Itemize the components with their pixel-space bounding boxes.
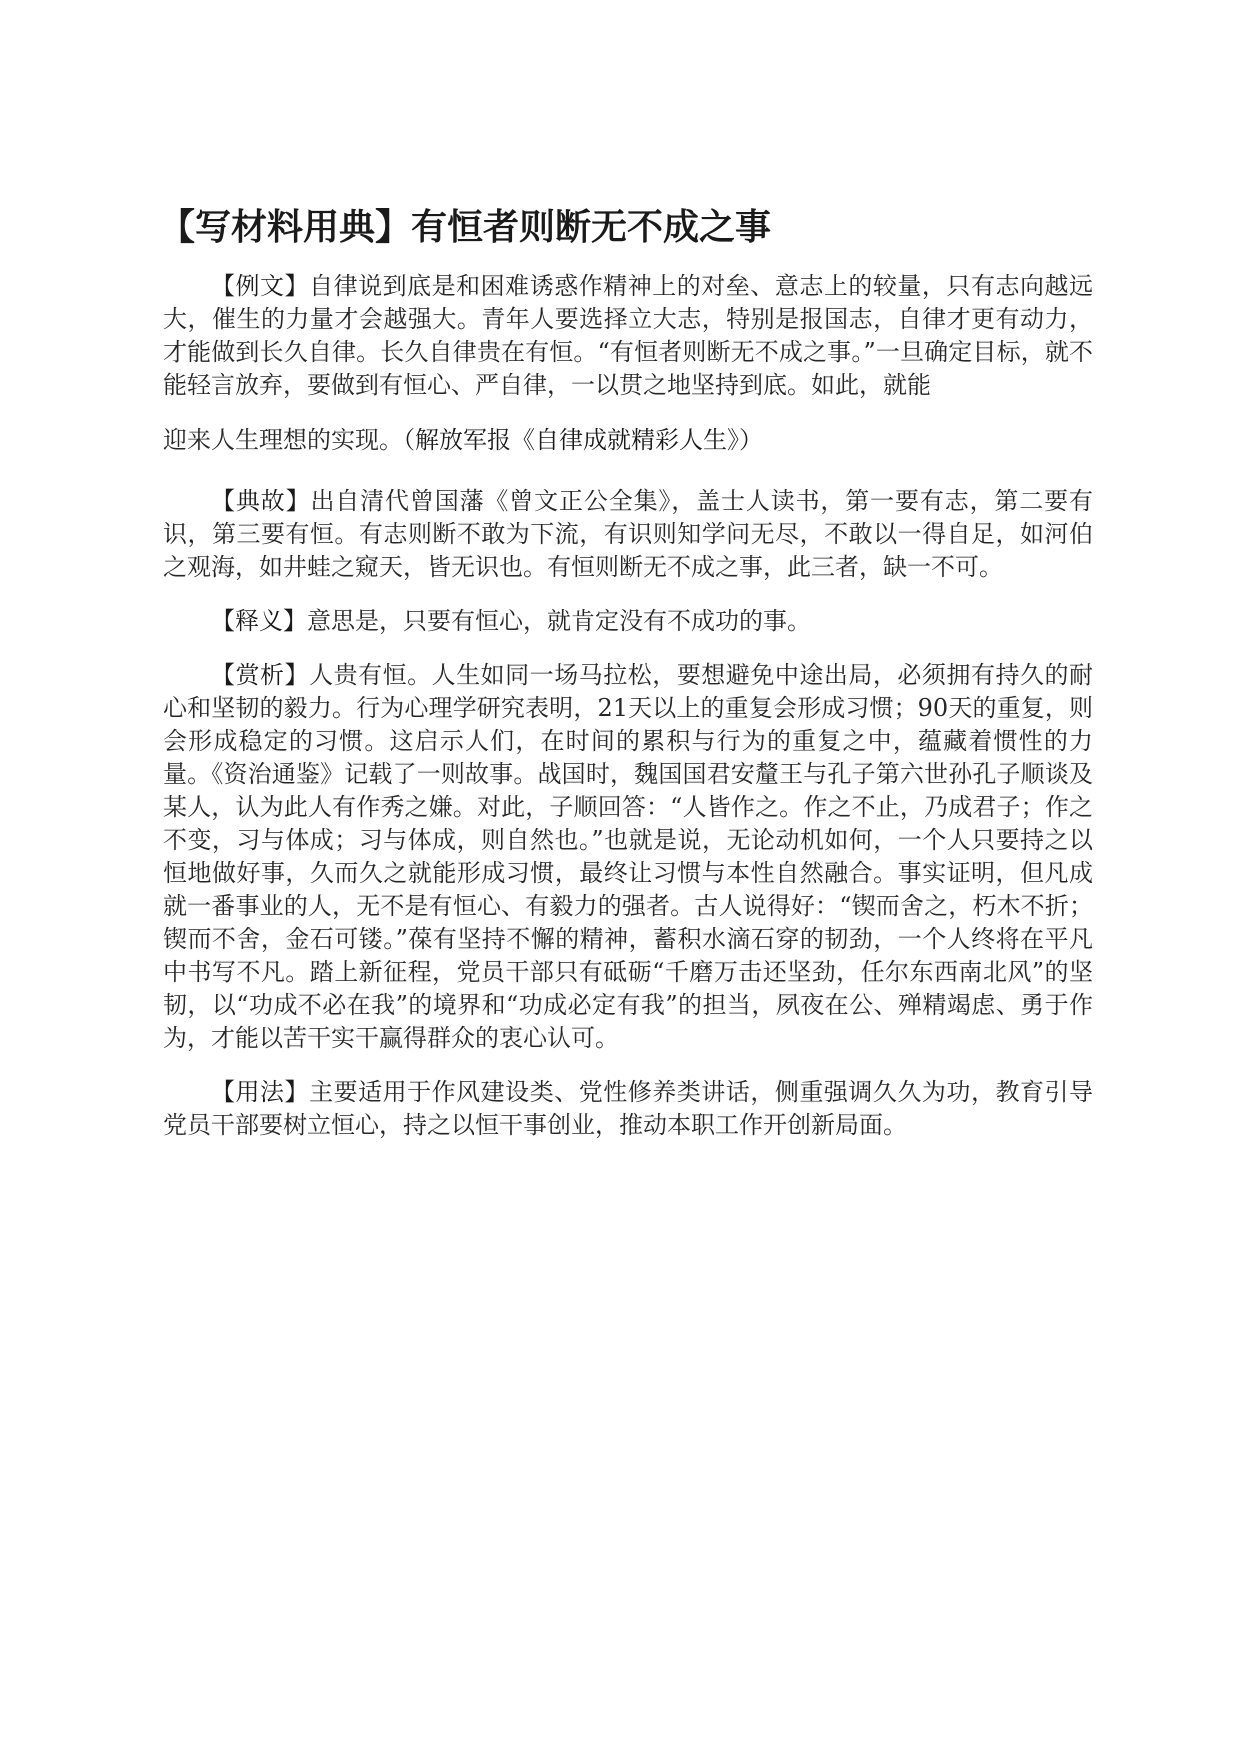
document-page (159, 200, 1094, 1142)
meaning-paragraph (163, 605, 1093, 638)
example-paragraph (163, 270, 1093, 457)
appreciation-paragraph (163, 659, 1093, 1055)
example-tail: 迎来人生理想的实现。 (163, 426, 403, 454)
allusion-text: 出自清代曾国藩《曾文正公全集》，盖士人读书，第一要有志，第二要有识，第三要有恒。有志则断不敢为下流，有识则知学问无尽，不敢以一得自足，如河伯之观海，如井蛙之窥天，皆无识也。有恒则断无不成之事，此三者，缺一不可。 (163, 487, 1094, 581)
document-title: 【写材料用典】有恒者则断无不成之事 (159, 207, 772, 248)
example-tail-line (163, 424, 1093, 457)
example-source: （解放军报《自律成就精彩人生》） (403, 426, 763, 454)
usage-label: 【用法】 (211, 1078, 310, 1106)
example-label: 【例文】 (211, 272, 310, 300)
example-text: 自律说到底是和困难诱惑作精神上的对垒、意志上的较量，只有志向越远大，催生的力量才会越强大。青年人要选择立大志，特别是报国志，自律才更有动力，才能做到长久自律。长久自律贵在有恒。“有恒者则断无不成之事。”一旦确定目标，就不能轻言放弃，要做到有恒心、严自律，一以贯之地坚持到底。如此，就能 (163, 272, 1094, 399)
usage-paragraph (163, 1076, 1093, 1142)
appreciation-text: 人贵有恒。人生如同一场马拉松，要想避免中途出局，必须拥有持久的耐心和坚韧的毅力。行为心理学研究表明，21天以上的重复会形成习惯；90天的重复，则会形成稳定的习惯。这启示人们，在时间的累积与行为的重复之中，蕴藏着惯性的力量。《资治通鉴》记载了一则故事。战国时，魏国国君安釐王与孔子第六世孙孔子顺谈及某人，认为此人有作秀之嫌。对此，子顺回答：“人皆作之。作之不止，乃成君子；作之不变，习与体成；习与体成，则自然也。”也就是说，无论动机如何，一个人只要持之以恒地做好事，久而久之就能形成习惯，最终让习惯与本性自然融合。事实证明，但凡成就一番事业的人，无不是有恒心、有毅力的强者。古人说得好：“锲而舍之，朽木不折；锲而不舍，金石可镂。”葆有坚持不懈的精神，蓄积水滴石穿的韧劲，一个人终将在平凡中书写不凡。踏上新征程，党员干部只有砥砺“千磨万击还坚劲，任尔东西南北风”的坚韧，以“功成不必在我”的境界和“功成必定有我”的担当，夙夜在公、殚精竭虑、勇于作为，才能以苦干实干赢得群众的衷心认可。 (163, 661, 1094, 1052)
allusion-paragraph (163, 485, 1093, 584)
allusion-label: 【典故】 (211, 487, 311, 515)
meaning-text: 意思是，只要有恒心，就肯定没有不成功的事。 (307, 607, 811, 635)
meaning-label: 【释义】 (211, 607, 307, 635)
usage-text: 主要适用于作风建设类、党性修养类讲话，侧重强调久久为功，教育引导党员干部要树立恒心，持之以恒干事创业，推动本职工作开创新局面。 (163, 1078, 1094, 1139)
appreciation-label: 【赏析】 (211, 661, 310, 689)
